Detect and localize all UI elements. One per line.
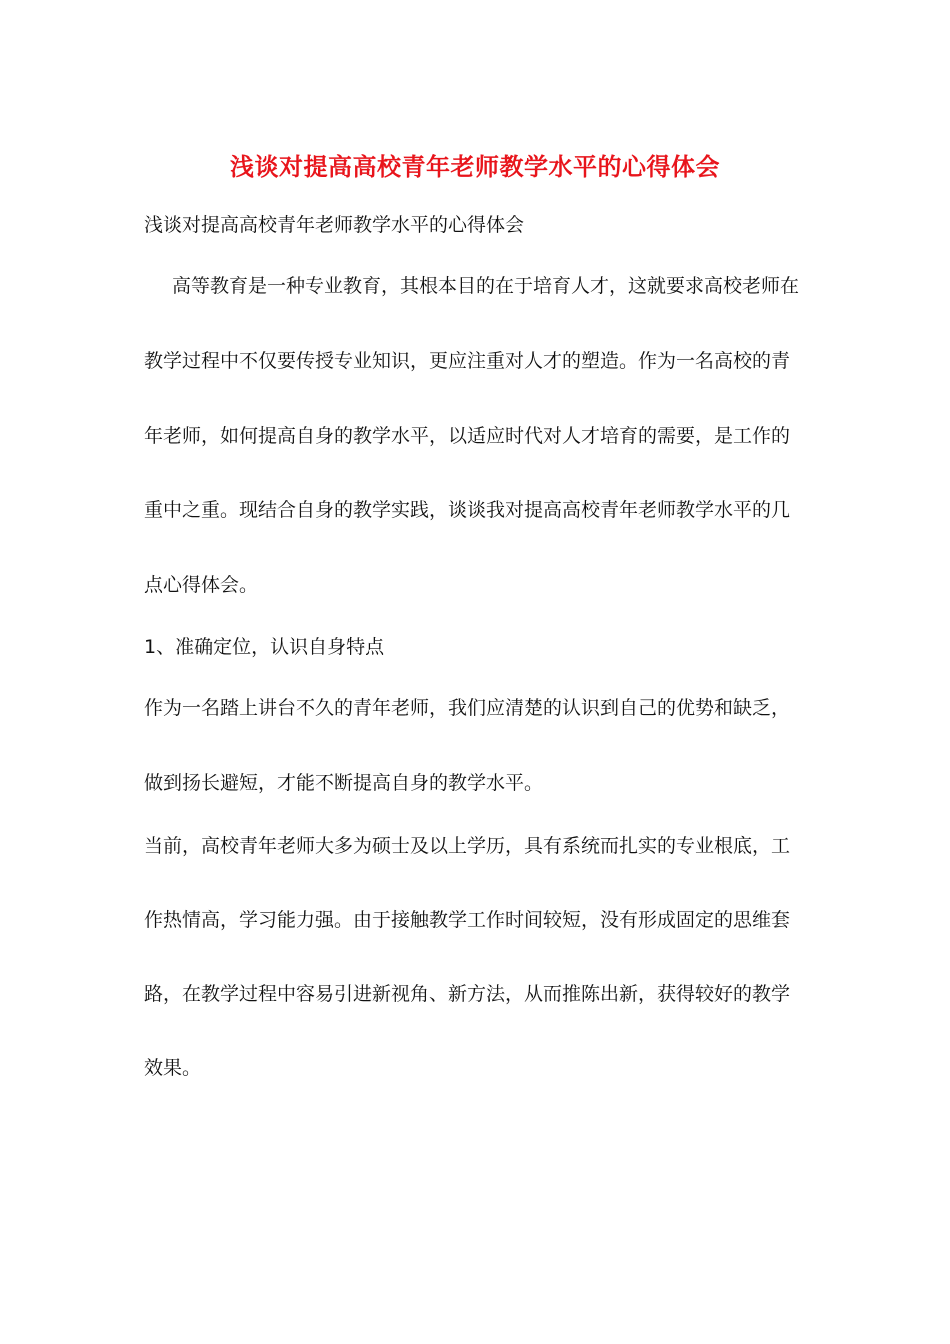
document-subtitle: 浅谈对提高高校青年老师教学水平的心得体会	[144, 214, 525, 236]
paragraph-line: 点心得体会。	[144, 574, 259, 596]
paragraph-line: 路，在教学过程中容易引进新视角、新方法，从而推陈出新，获得较好的教学	[144, 983, 791, 1005]
paragraph-line: 高等教育是一种专业教育，其根本目的在于培育人才，这就要求高校老师在	[172, 275, 800, 297]
paragraph-line: 教学过程中不仅要传授专业知识，更应注重对人才的塑造。作为一名高校的青	[144, 350, 791, 372]
paragraph-line: 当前，高校青年老师大多为硕士及以上学历，具有系统而扎实的专业根底，工	[144, 835, 791, 857]
paragraph-line: 效果。	[144, 1057, 202, 1079]
paragraph-line: 重中之重。现结合自身的教学实践，谈谈我对提高高校青年老师教学水平的几	[144, 499, 791, 521]
section-heading: 1、准确定位，认识自身特点	[144, 636, 385, 658]
paragraph-line: 做到扬长避短，才能不断提高自身的教学水平。	[144, 772, 544, 794]
paragraph-line: 作为一名踏上讲台不久的青年老师，我们应清楚的认识到自己的优势和缺乏，	[144, 697, 791, 719]
paragraph-line: 年老师，如何提高自身的教学水平，以适应时代对人才培育的需要，是工作的	[144, 425, 791, 447]
paragraph-line: 作热情高，学习能力强。由于接触教学工作时间较短，没有形成固定的思维套	[144, 909, 791, 931]
document-title: 浅谈对提高高校青年老师教学水平的心得体会	[230, 152, 720, 181]
